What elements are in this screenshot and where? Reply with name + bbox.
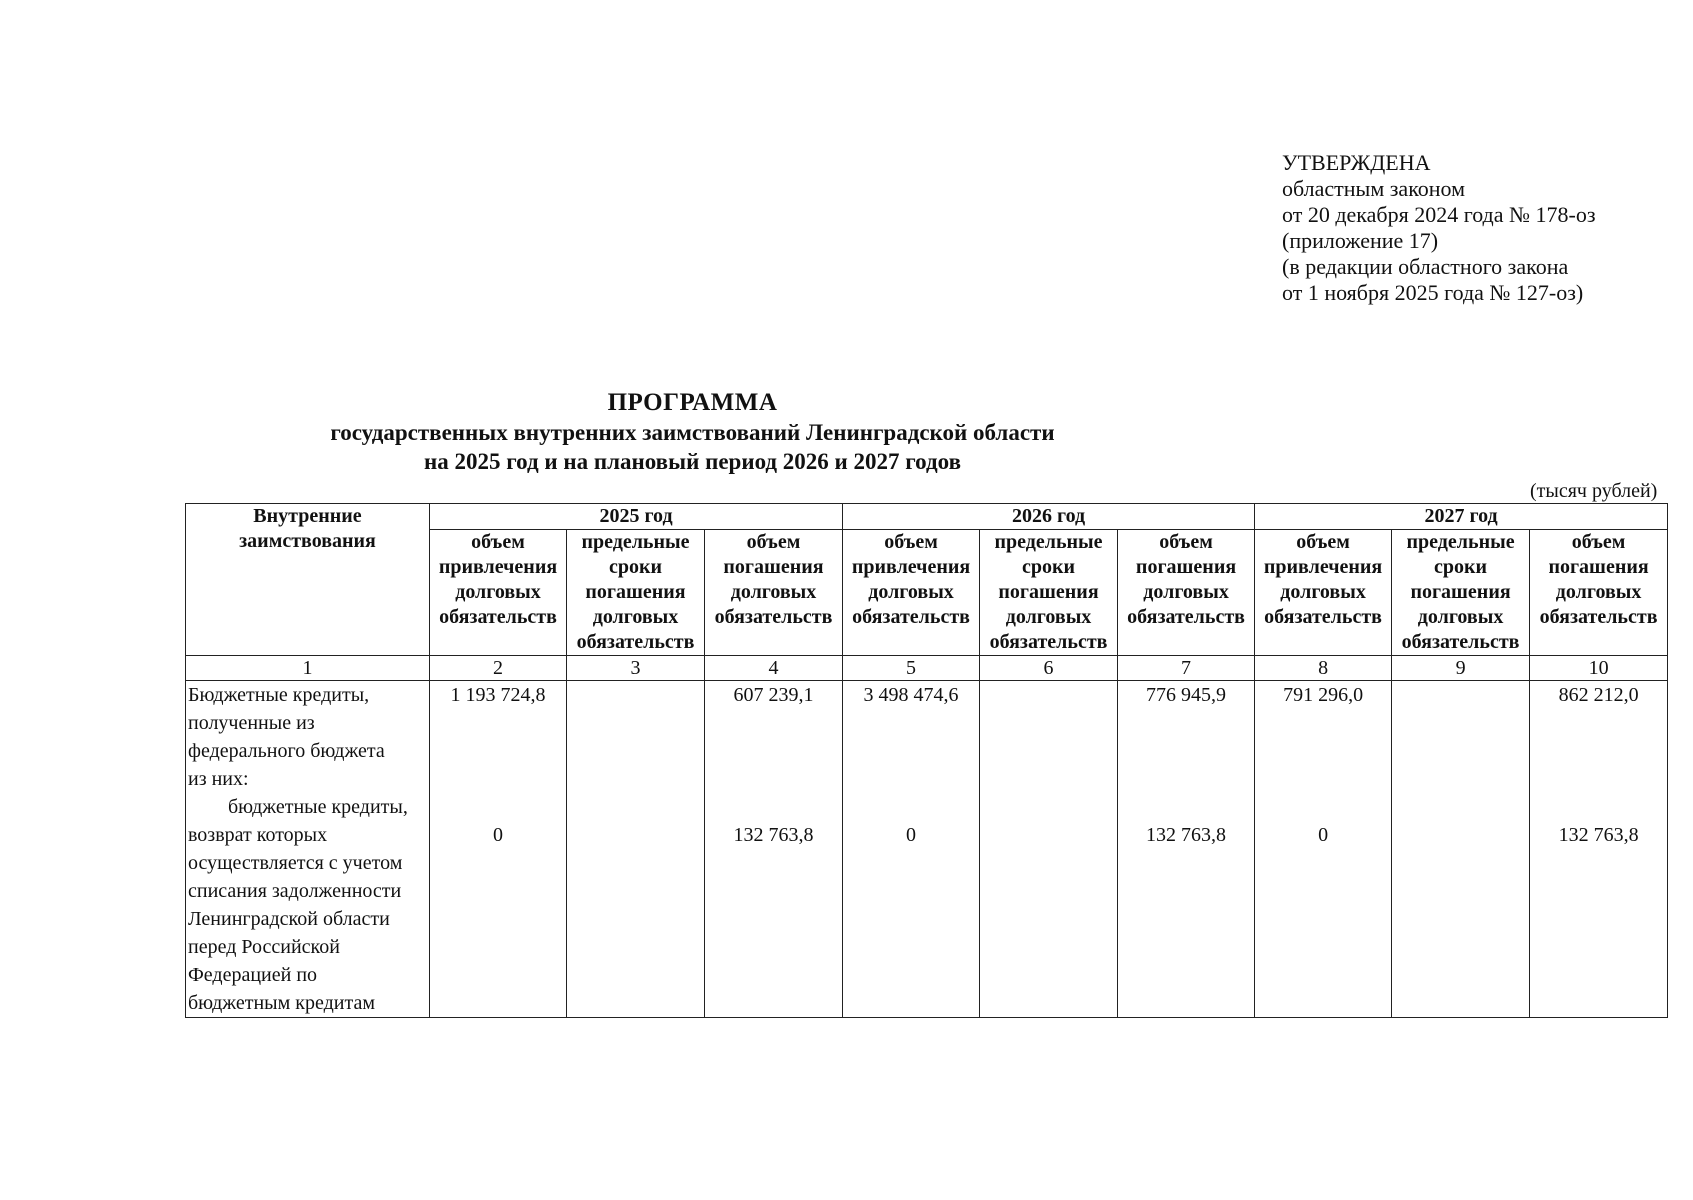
row-label-of-which: из них: — [188, 768, 249, 790]
borrowing-program-table — [185, 503, 1668, 1018]
header-repayment-terms: предельные сроки погашения долговых обязательств — [567, 530, 705, 656]
value-budget-credits: 776 945,9 — [1146, 684, 1227, 706]
column-number: 6 — [980, 656, 1118, 681]
header-year-2025: 2025 год — [430, 504, 843, 530]
value-cell — [843, 681, 980, 1018]
approval-line-3: от 20 декабря 2024 года № 178-оз — [1282, 202, 1596, 227]
row-label-sub-rest: возврат которых осуществляется с учетом списания задолженности Ленинградской области перед Российской Федерацией по бюджетным кредитам — [188, 824, 403, 1014]
header-repayment-volume: объем погашения долговых обязательств — [705, 530, 843, 656]
header-internal-borrowings: Внутренние заимствования — [186, 504, 430, 656]
value-budget-credits: 862 212,0 — [1558, 684, 1639, 706]
header-borrow-volume: объем привлечения долговых обязательств — [430, 530, 567, 656]
value-cell — [430, 681, 567, 1018]
value-budget-credits: 791 296,0 — [1283, 684, 1364, 706]
header-year-2027: 2027 год — [1255, 504, 1668, 530]
value-budget-credits: 607 239,1 — [733, 684, 814, 706]
value-cell — [1255, 681, 1392, 1018]
title-line-1: ПРОГРАММА — [607, 389, 778, 416]
column-number: 5 — [843, 656, 980, 681]
value-budget-credits: 1 193 724,8 — [450, 684, 546, 706]
value-sub-credits: 132 763,8 — [1146, 824, 1227, 846]
column-number: 4 — [705, 656, 843, 681]
approval-line-1: УТВЕРЖДЕНА — [1282, 150, 1431, 175]
column-number: 7 — [1118, 656, 1255, 681]
column-number: 2 — [430, 656, 567, 681]
header-repayment-terms: предельные сроки погашения долговых обязательств — [1392, 530, 1530, 656]
units-label: (тысяч рублей) — [1530, 480, 1658, 502]
table-header-row-years — [186, 504, 1668, 530]
column-number: 9 — [1392, 656, 1530, 681]
value-cell — [1530, 681, 1668, 1018]
approval-line-6: от 1 ноября 2025 года № 127-оз) — [1282, 280, 1584, 305]
approval-stamp — [1282, 150, 1596, 306]
column-number: 10 — [1530, 656, 1668, 681]
value-budget-credits: 3 498 474,6 — [863, 684, 959, 706]
row-label-budget-credits: Бюджетные кредиты, полученные из федерального бюджета — [188, 684, 385, 762]
header-repayment-volume: объем погашения долговых обязательств — [1118, 530, 1255, 656]
value-sub-credits: 0 — [1318, 824, 1329, 846]
document-title — [0, 388, 1385, 476]
column-number: 1 — [186, 656, 430, 681]
approval-line-4: (приложение 17) — [1282, 228, 1439, 253]
table-row-budget-credits — [186, 681, 1668, 1018]
column-numbers-row — [186, 656, 1668, 681]
row-label-sub-first: бюджетные кредиты, — [228, 796, 408, 818]
value-sub-credits: 0 — [493, 824, 503, 846]
header-repayment-volume: объем погашения долговых обязательств — [1530, 530, 1668, 656]
value-cell — [1392, 681, 1530, 1018]
value-cell — [705, 681, 843, 1018]
value-sub-credits: 0 — [906, 824, 917, 846]
column-number: 8 — [1255, 656, 1392, 681]
approval-line-2: областным законом — [1282, 176, 1466, 201]
approval-line-5: (в редакции областного закона — [1282, 254, 1569, 279]
value-sub-credits: 132 763,8 — [1558, 824, 1639, 846]
header-repayment-terms: предельные сроки погашения долговых обязательств — [980, 530, 1118, 656]
header-borrow-volume: объем привлечения долговых обязательств — [843, 530, 980, 656]
row-label-cell — [186, 681, 430, 1018]
column-number: 3 — [567, 656, 705, 681]
title-line-2: государственных внутренних заимствований Ленинградской области — [330, 420, 1055, 445]
value-sub-credits: 132 763,8 — [733, 824, 814, 846]
value-cell — [567, 681, 705, 1018]
title-line-3: на 2025 год и на плановый период 2026 и 2027 годов — [424, 449, 961, 474]
header-borrow-volume: объем привлечения долговых обязательств — [1255, 530, 1392, 656]
value-cell — [980, 681, 1118, 1018]
value-cell — [1118, 681, 1255, 1018]
header-year-2026: 2026 год — [843, 504, 1255, 530]
